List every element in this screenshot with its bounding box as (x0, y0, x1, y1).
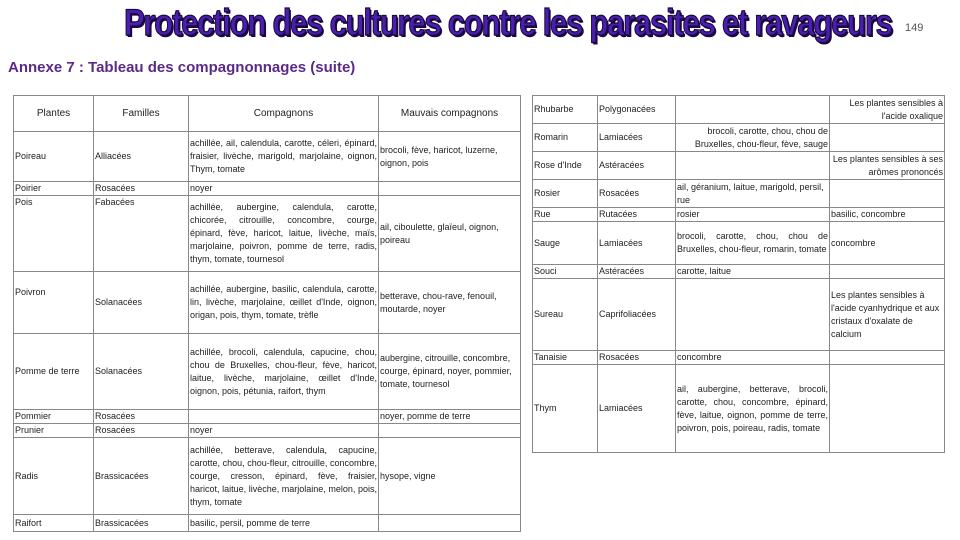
table-row (14, 182, 521, 196)
cell-compagnons (189, 410, 379, 424)
table-row (533, 208, 945, 222)
cell-mauvais: betterave, chou-rave, fenouil, moutarde, noyer (379, 272, 521, 334)
cell-famille: Alliacées (94, 132, 189, 182)
header-familles: Familles (94, 96, 189, 132)
cell-mauvais (830, 265, 945, 279)
table-row (533, 124, 945, 152)
cell-mauvais: Les plantes sensibles à l'acide cyanhydrique et aux cristaux d'oxalate de calcium (830, 279, 945, 351)
cell-plante: Prunier (14, 424, 94, 438)
cell-famille: Rosacées (94, 424, 189, 438)
cell-plante: Romarin (533, 124, 598, 152)
cell-famille: Lamiacées (598, 222, 676, 265)
cell-compagnons: achillée, aubergine, basilic, calendula, carotte, lin, livèche, marjolaine, œillet d'Inde, oignon, origan, pois, thym, tomate, trèfle (189, 272, 379, 334)
cell-plante: Poirier (14, 182, 94, 196)
cell-compagnons: ail, aubergine, betterave, brocoli, carotte, chou, concombre, épinard, fève, laitue, oignon, pomme de terre, poivron, pois, poireau, radis, tomate (676, 365, 830, 453)
header-plantes: Plantes (14, 96, 94, 132)
table-row (14, 272, 521, 334)
cell-famille: Brassicacées (94, 515, 189, 532)
cell-plante: Pomme de terre (14, 334, 94, 410)
cell-mauvais (830, 124, 945, 152)
header-compagnons: Compagnons (189, 96, 379, 132)
cell-mauvais: aubergine, citrouille, concombre, courge, épinard, noyer, pommier, tomate, tournesol (379, 334, 521, 410)
table-row (14, 424, 521, 438)
cell-compagnons: ail, géranium, laitue, marigold, persil, rue (676, 180, 830, 208)
cell-famille: Solanacées (94, 272, 189, 334)
cell-mauvais (830, 365, 945, 453)
cell-compagnons: achillée, aubergine, calendula, carotte, chicorée, citrouille, concombre, courge, épinard, fève, haricot, laitue, livèche, maïs, marjolaine, poivron, pomme de terre, radis, thym, tomate, tournesol (189, 196, 379, 272)
cell-compagnons: noyer (189, 424, 379, 438)
cell-plante: Poivron (14, 272, 94, 334)
table-row (14, 334, 521, 410)
cell-famille: Solanacées (94, 334, 189, 410)
cell-compagnons: basilic, persil, pomme de terre (189, 515, 379, 532)
cell-plante: Rue (533, 208, 598, 222)
cell-plante: Thym (533, 365, 598, 453)
cell-famille: Fabacées (94, 196, 189, 272)
header-mauvais-compagnons: Mauvais compagnons (379, 96, 521, 132)
cell-compagnons: brocoli, carotte, chou, chou de Bruxelles, chou-fleur, fève, sauge (676, 124, 830, 152)
companion-table-right (532, 95, 945, 453)
cell-mauvais: brocoli, fève, haricot, luzerne, oignon, pois (379, 132, 521, 182)
cell-mauvais: ail, ciboulette, glaïeul, oignon, poireau (379, 196, 521, 272)
cell-compagnons: achillée, brocoli, calendula, capucine, chou, chou de Bruxelles, chou-fleur, fève, haricot, laitue, livèche, marjolaine, œillet d'Inde, oignon, pois, pétunia, raifort, thym (189, 334, 379, 410)
cell-famille: Astéracées (598, 265, 676, 279)
table-row (533, 152, 945, 180)
annex-subtitle: Annexe 7 : Tableau des compagnonnages (suite) (8, 59, 356, 76)
table-header-row (14, 96, 521, 132)
cell-mauvais (830, 180, 945, 208)
cell-plante: Tanaisie (533, 351, 598, 365)
table-row (533, 180, 945, 208)
cell-plante: Raifort (14, 515, 94, 532)
cell-compagnons: carotte, laitue (676, 265, 830, 279)
cell-famille: Rosacées (94, 410, 189, 424)
cell-plante: Poireau (14, 132, 94, 182)
cell-mauvais: Les plantes sensibles à ses arômes prononcés (830, 152, 945, 180)
cell-famille: Rosacées (598, 180, 676, 208)
cell-famille: Astéracées (598, 152, 676, 180)
cell-compagnons (676, 96, 830, 124)
table-row (533, 96, 945, 124)
page-title: Protection des cultures contre les parasites et ravageurs (124, 2, 892, 43)
cell-famille: Rosacées (94, 182, 189, 196)
cell-mauvais: basilic, concombre (830, 208, 945, 222)
table-row (533, 365, 945, 453)
cell-famille: Rosacées (598, 351, 676, 365)
table-row (533, 351, 945, 365)
table-row (14, 132, 521, 182)
page-number: 149 (905, 22, 924, 34)
cell-famille: Caprifoliacées (598, 279, 676, 351)
table-row (14, 438, 521, 515)
cell-mauvais: hysope, vigne (379, 438, 521, 515)
cell-plante: Sauge (533, 222, 598, 265)
cell-compagnons: rosier (676, 208, 830, 222)
cell-mauvais (379, 515, 521, 532)
table-row (14, 196, 521, 272)
cell-plante: Rose d'Inde (533, 152, 598, 180)
companion-table-left (13, 95, 521, 532)
table-row (533, 265, 945, 279)
cell-compagnons: concombre (676, 351, 830, 365)
cell-mauvais (379, 424, 521, 438)
cell-compagnons: noyer (189, 182, 379, 196)
table-row (533, 279, 945, 351)
cell-famille: Polygonacées (598, 96, 676, 124)
cell-mauvais (379, 182, 521, 196)
cell-mauvais (830, 351, 945, 365)
table-row (14, 410, 521, 424)
cell-plante: Rhubarbe (533, 96, 598, 124)
cell-famille: Brassicacées (94, 438, 189, 515)
cell-compagnons: achillée, betterave, calendula, capucine, carotte, chou, chou-fleur, citrouille, concombre, courge, cresson, épinard, fève, fraisier, haricot, laitue, livèche, marjolaine, melon, pois, thym, tomate (189, 438, 379, 515)
cell-compagnons: brocoli, carotte, chou, chou de Bruxelles, chou-fleur, romarin, tomate (676, 222, 830, 265)
cell-compagnons (676, 152, 830, 180)
cell-compagnons: achillée, ail, calendula, carotte, céleri, épinard, fraisier, livèche, marigold, marjolaine, oignon, Thym, tomate (189, 132, 379, 182)
cell-famille: Lamiacées (598, 365, 676, 453)
cell-plante: Pommier (14, 410, 94, 424)
cell-mauvais: Les plantes sensibles à l'acide oxalique (830, 96, 945, 124)
cell-compagnons (676, 279, 830, 351)
cell-famille: Rutacées (598, 208, 676, 222)
cell-plante: Rosier (533, 180, 598, 208)
cell-mauvais: concombre (830, 222, 945, 265)
table-row (533, 222, 945, 265)
cell-plante: Sureau (533, 279, 598, 351)
cell-famille: Lamiacées (598, 124, 676, 152)
cell-plante: Souci (533, 265, 598, 279)
cell-mauvais: noyer, pomme de terre (379, 410, 521, 424)
table-row (14, 515, 521, 532)
cell-plante: Radis (14, 438, 94, 515)
cell-plante: Pois (14, 196, 94, 272)
